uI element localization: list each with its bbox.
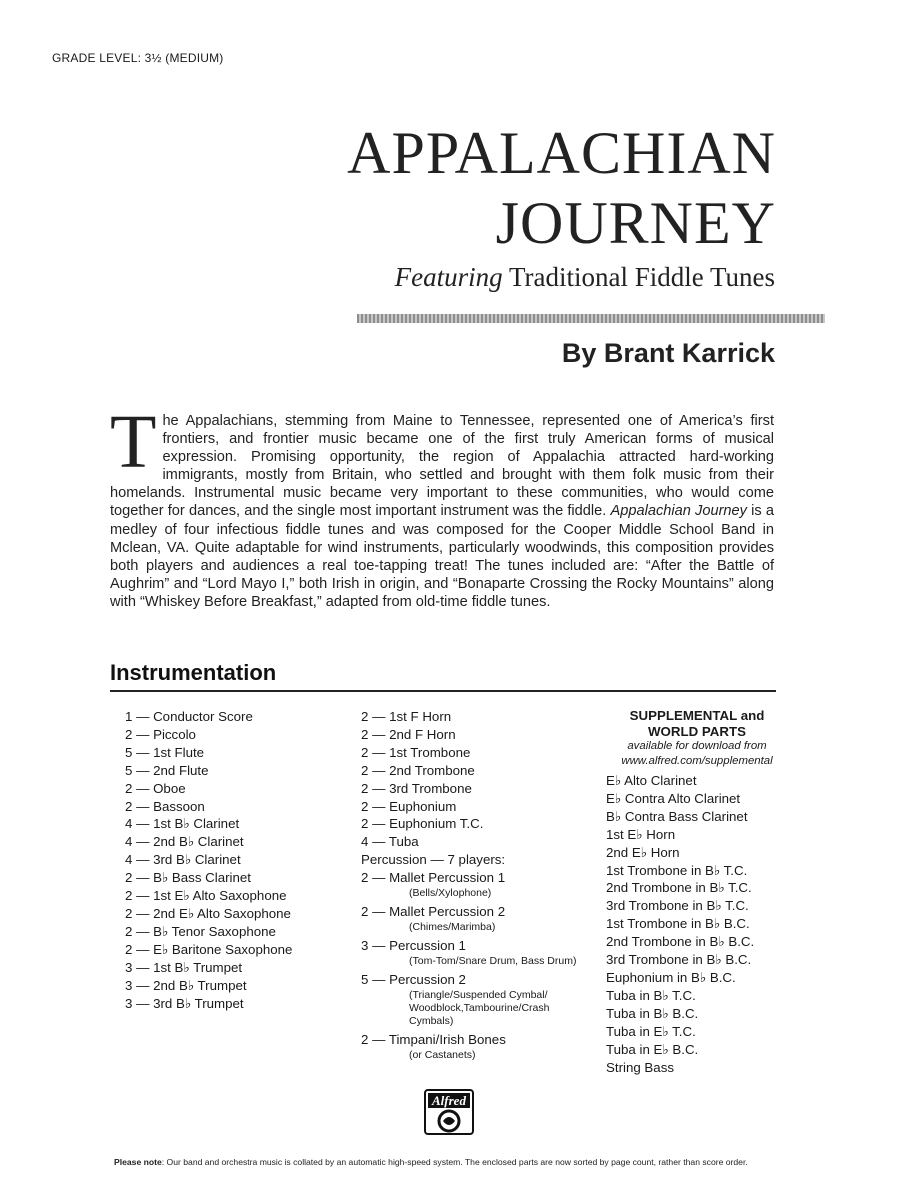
instrument-line: 2 — 1st F Horn xyxy=(361,709,452,724)
instrument-line: 3 — 3rd B♭ Trumpet xyxy=(125,995,244,1011)
supplemental-part: String Bass xyxy=(606,1059,674,1075)
instrument-line: 2 — Euphonium T.C. xyxy=(361,816,484,832)
supplemental-part: 1st Trombone in B♭ T.C. xyxy=(606,862,748,878)
instrument-note: (Triangle/Suspended Cymbal/ Woodblock,Tambourine/Crash Cymbals) xyxy=(409,988,550,1027)
footer-text: : Our band and orchestra music is collated by an automatic high-speed system. The enclosed parts are now sorted by page count, rather than score order. xyxy=(161,1157,748,1167)
intro-text-before: he Appalachians, stemming from Maine to Tennessee, represented one of America’s first frontiers, and frontier music became one of the first truly American forms of musical expression. Promising opportunity, the region of Appalachia attracted hard-working immigrants, mostly from Britain, who settled and brought with them folk music from their homelands. Instrumental music became very important to these communities, who would come together for dances, and the single most important instrument was the fiddle. xyxy=(110,413,774,520)
instrument-line: 2 — 2nd Trombone xyxy=(361,762,475,778)
instrument-column-1 xyxy=(125,708,350,1012)
subtitle-rest: Traditional Fiddle Tunes xyxy=(508,262,775,292)
instrument-line: 2 — Mallet Percussion 1 xyxy=(361,870,506,886)
supplemental-subheading xyxy=(606,739,788,769)
subtitle xyxy=(395,262,775,293)
supplemental-heading xyxy=(606,708,788,739)
supplemental-part: B♭ Contra Bass Clarinet xyxy=(606,808,748,824)
instrument-line: 5 — 1st Flute xyxy=(125,744,205,760)
title-line-2: JOURNEY xyxy=(495,190,776,256)
footer-label: Please note xyxy=(114,1157,162,1167)
supplemental-heading-line-1: SUPPLEMENTAL and xyxy=(629,708,765,723)
supplemental-part: 2nd Trombone in B♭ T.C. xyxy=(606,880,752,896)
instrument-line: 2 — Piccolo xyxy=(125,726,196,742)
alfred-logo xyxy=(424,1089,474,1135)
supplemental-part: Tuba in B♭ T.C. xyxy=(606,987,696,1003)
instrument-line: 2 — E♭ Baritone Saxophone xyxy=(125,941,293,957)
title-line-1: APPALACHIAN xyxy=(347,120,776,186)
instrument-note: (Tom-Tom/Snare Drum, Bass Drum) xyxy=(409,954,577,967)
intro-paragraph xyxy=(110,400,775,611)
supplemental-part: 1st E♭ Horn xyxy=(606,826,676,842)
grade-level: GRADE LEVEL: 3½ (MEDIUM) xyxy=(52,51,224,65)
supplemental-part: Tuba in E♭ T.C. xyxy=(606,1023,696,1039)
instrument-line: 3 — 2nd B♭ Trumpet xyxy=(125,977,247,993)
instrument-column-2 xyxy=(361,708,591,1065)
instrument-line: 2 — Bassoon xyxy=(125,798,205,814)
instrument-line: 2 — 1st E♭ Alto Saxophone xyxy=(125,888,287,904)
supplemental-sub-line-1: available for download from xyxy=(627,740,767,752)
supplemental-part: 2nd E♭ Horn xyxy=(606,844,680,860)
byline: By Brant Karrick xyxy=(561,338,775,368)
instrument-line: 3 — 1st B♭ Trumpet xyxy=(125,959,243,975)
supplemental-url[interactable]: www.alfred.com/supplemental xyxy=(621,755,773,767)
instrument-note: (Chimes/Marimba) xyxy=(409,920,496,933)
logo-text: Alfred xyxy=(432,1093,466,1108)
supplemental-part: Tuba in B♭ B.C. xyxy=(606,1005,699,1021)
intro-piece-title: Appalachian Journey xyxy=(610,503,747,520)
instrument-note: (or Castanets) xyxy=(409,1048,476,1061)
instrument-line: 3 — Percussion 1 xyxy=(361,937,466,953)
instrument-line: 2 — 2nd F Horn xyxy=(361,726,456,742)
supplemental-part: 3rd Trombone in B♭ B.C. xyxy=(606,952,752,968)
page-title xyxy=(347,118,776,258)
instrument-line: 4 — Tuba xyxy=(361,834,419,850)
supplemental-part: 1st Trombone in B♭ B.C. xyxy=(606,916,750,932)
instrument-line: Percussion — 7 players: xyxy=(361,852,506,868)
instrument-line: 4 — 1st B♭ Clarinet xyxy=(125,816,240,832)
instrument-line: 1 — Conductor Score xyxy=(125,709,253,724)
instrument-line: 2 — 1st Trombone xyxy=(361,744,471,760)
instrument-note: (Bells/Xylophone) xyxy=(409,887,492,900)
footer-note xyxy=(114,1157,748,1167)
instrument-line: 2 — B♭ Bass Clarinet xyxy=(125,870,251,886)
supplemental-part: 2nd Trombone in B♭ B.C. xyxy=(606,934,755,950)
instrument-line: 2 — 3rd Trombone xyxy=(361,780,472,796)
instrument-line: 2 — Euphonium xyxy=(361,798,457,814)
drop-cap: T xyxy=(110,400,157,484)
instrument-line: 2 — 2nd E♭ Alto Saxophone xyxy=(125,905,291,921)
heading-rule xyxy=(110,690,776,692)
supplemental-part: Tuba in E♭ B.C. xyxy=(606,1041,699,1057)
instrument-line: 2 — B♭ Tenor Saxophone xyxy=(125,923,276,939)
instrument-line: 5 — 2nd Flute xyxy=(125,762,209,778)
supplemental-part: 3rd Trombone in B♭ T.C. xyxy=(606,898,749,914)
intro-text-after: is a medley of four infectious fiddle tunes and was composed for the Cooper Middle School Band in Mclean, VA. Quite adaptable for wind instruments, particularly woodwinds, this composition provides both players and audiences a real toe-tapping treat! The tunes included are: “After the Battle of Aughrim” and “Lord Mayo I,” both Irish in origin, and “Bonaparte Crossing the Rocky Mountains” along with “Whiskey Before Breakfast,” adapted from old-time fiddle tunes. xyxy=(110,503,775,610)
supplemental-part: E♭ Contra Alto Clarinet xyxy=(606,790,741,806)
instrument-line: 2 — Timpani/Irish Bones xyxy=(361,1031,506,1047)
supplemental-column xyxy=(606,708,786,1076)
supplemental-part: Euphonium in B♭ B.C. xyxy=(606,969,736,985)
instrument-line: 2 — Mallet Percussion 2 xyxy=(361,904,506,920)
instrument-line: 4 — 2nd B♭ Clarinet xyxy=(125,834,244,850)
subtitle-prefix: Featuring xyxy=(394,262,503,292)
instrument-line: 4 — 3rd B♭ Clarinet xyxy=(125,852,241,868)
instrument-line: 5 — Percussion 2 xyxy=(361,971,466,987)
supplemental-list xyxy=(606,772,786,1076)
instrumentation-heading: Instrumentation xyxy=(110,660,277,685)
supplemental-heading-line-2: WORLD PARTS xyxy=(648,723,746,739)
decorative-rule xyxy=(357,314,825,323)
supplemental-part: E♭ Alto Clarinet xyxy=(606,773,697,788)
instrument-line: 2 — Oboe xyxy=(125,780,186,796)
